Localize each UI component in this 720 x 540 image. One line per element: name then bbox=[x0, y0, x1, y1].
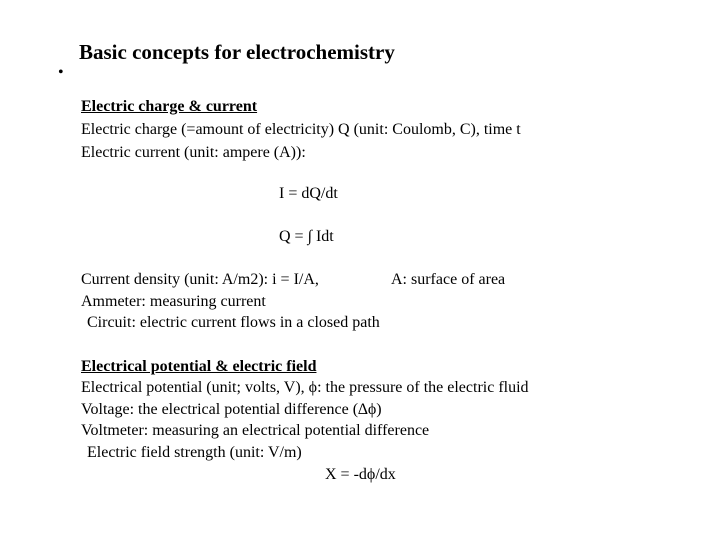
electric-current-definition: Electric current (unit: ampere (A)): bbox=[81, 144, 306, 161]
bullet-marker: • bbox=[58, 64, 64, 81]
electric-charge-definition: Electric charge (=amount of electricity) Q (unit: Coulomb, C), time t bbox=[81, 121, 521, 138]
electrical-potential-definition: Electrical potential (unit; volts, V), ϕ: the pressure of the electric fluid bbox=[81, 379, 529, 396]
current-equation: I = dQ/dt bbox=[279, 185, 338, 202]
voltage-definition: Voltage: the electrical potential difference (∆ϕ) bbox=[81, 401, 382, 418]
area-note: A: surface of area bbox=[391, 271, 506, 288]
page-title: Basic concepts for electrochemistry bbox=[79, 40, 395, 64]
electric-field-equation: X = -dϕ/dx bbox=[325, 466, 396, 483]
charge-integral-equation: Q = ∫ Idt bbox=[279, 228, 334, 245]
circuit-definition: Circuit: electric current flows in a closed path bbox=[87, 314, 380, 331]
section-heading-charge-current: Electric charge & current bbox=[81, 98, 258, 115]
section-heading-potential-field: Electrical potential & electric field bbox=[81, 358, 317, 375]
current-density-definition: Current density (unit: A/m2): i = I/A, bbox=[81, 271, 319, 288]
ammeter-definition: Ammeter: measuring current bbox=[81, 293, 266, 310]
electric-field-definition: Electric field strength (unit: V/m) bbox=[87, 444, 302, 461]
voltmeter-definition: Voltmeter: measuring an electrical potential difference bbox=[81, 422, 430, 439]
